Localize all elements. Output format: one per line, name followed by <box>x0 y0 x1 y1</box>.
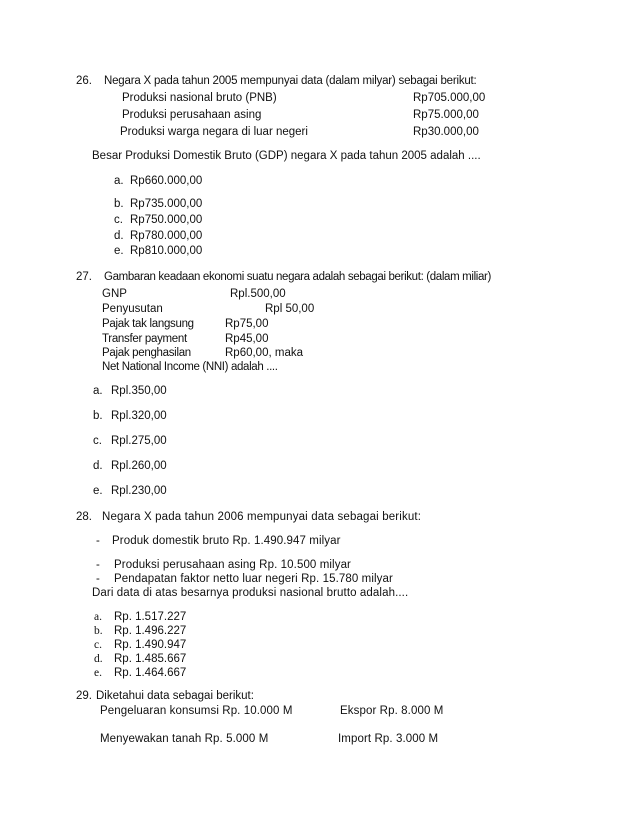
list-text: Pendapatan faktor netto luar negeri Rp. 15.780 milyar <box>114 573 393 585</box>
option-letter: b. <box>93 410 103 422</box>
option-text: Rp810.000,00 <box>130 245 203 257</box>
option-letter: c. <box>94 639 102 651</box>
data-row-right: Ekspor Rp. 8.000 M <box>340 705 444 717</box>
option-text: Rp. 1.464.667 <box>114 667 187 679</box>
data-label: Pajak tak langsung <box>102 318 194 330</box>
list-dash: - <box>96 559 100 571</box>
option-text: Rp. 1.490.947 <box>114 639 187 651</box>
option-letter: b. <box>114 198 124 210</box>
option-letter: e. <box>93 485 103 497</box>
data-value: Rp30.000,00 <box>413 126 479 138</box>
question-number: 27. <box>76 271 92 283</box>
data-value: Rp705.000,00 <box>413 92 486 104</box>
question-stem: Negara X pada tahun 2005 mempunyai data (dalam milyar) sebagai berikut: <box>104 75 477 87</box>
list-text: Produk domestik bruto Rp. 1.490.947 milyar <box>112 535 341 547</box>
option-text: Rpl.320,00 <box>111 410 167 422</box>
option-text: Rpl.230,00 <box>111 485 167 497</box>
data-row-left: Menyewakan tanah Rp. 5.000 M <box>100 733 269 745</box>
data-label: Produksi warga negara di luar negeri <box>120 126 308 138</box>
data-value: Rp75,00 <box>225 318 269 330</box>
option-letter: a. <box>94 611 102 623</box>
data-label: Produksi perusahaan asing <box>122 109 262 121</box>
data-value: Rpl 50,00 <box>265 303 315 315</box>
option-letter: a. <box>114 175 124 187</box>
option-text: Rpl.260,00 <box>111 460 167 472</box>
option-text: Rp. 1.485.667 <box>114 653 187 665</box>
data-row-left: Pengeluaran konsumsi Rp. 10.000 M <box>100 705 293 717</box>
option-letter: d. <box>93 460 103 472</box>
question-prompt: Dari data di atas besarnya produksi nasional brutto adalah.... <box>92 587 409 599</box>
option-text: Rp. 1.496.227 <box>114 625 187 637</box>
option-text: Rpl.350,00 <box>111 385 167 397</box>
question-number: 28. <box>76 511 92 523</box>
question-stem: Diketahui data sebagai berikut: <box>96 690 254 702</box>
data-label: Transfer payment <box>102 333 187 345</box>
question-prompt: Besar Produksi Domestik Bruto (GDP) negara X pada tahun 2005 adalah .... <box>92 150 481 162</box>
option-text: Rp750.000,00 <box>130 214 203 226</box>
data-label: GNP <box>102 288 127 300</box>
option-letter: d. <box>114 230 124 242</box>
option-text: Rp660.000,00 <box>130 175 203 187</box>
list-dash: - <box>96 573 100 585</box>
question-stem: Negara X pada tahun 2006 mempunyai data sebagai berikut: <box>102 511 422 523</box>
data-value: Rp45,00 <box>225 333 269 345</box>
data-label: Pajak penghasilan <box>102 347 191 359</box>
data-label: Penyusutan <box>102 303 163 315</box>
option-letter: e. <box>114 245 124 257</box>
list-text: Produksi perusahaan asing Rp. 10.500 milyar <box>114 559 351 571</box>
option-text: Rpl.275,00 <box>111 435 167 447</box>
list-dash: - <box>96 535 100 547</box>
question-prompt: Net National Income (NNI) adalah .... <box>102 361 278 373</box>
question-number: 29. <box>76 690 92 702</box>
option-letter: c. <box>114 214 123 226</box>
data-value: Rp60,00, maka <box>225 347 303 359</box>
data-value: Rp75.000,00 <box>413 109 479 121</box>
option-text: Rp. 1.517.227 <box>114 611 187 623</box>
option-text: Rp780.000,00 <box>130 230 203 242</box>
option-letter: c. <box>93 435 102 447</box>
option-text: Rp735.000,00 <box>130 198 203 210</box>
option-letter: b. <box>94 625 103 637</box>
question-number: 26. <box>76 75 92 87</box>
data-row-right: Import Rp. 3.000 M <box>338 733 439 745</box>
option-letter: d. <box>94 653 103 665</box>
option-letter: e. <box>94 667 102 679</box>
data-label: Produksi nasional bruto (PNB) <box>122 92 277 104</box>
data-value: Rpl.500,00 <box>230 288 286 300</box>
option-letter: a. <box>93 385 103 397</box>
question-stem: Gambaran keadaan ekonomi suatu negara adalah sebagai berikut: (dalam miliar) <box>104 271 492 283</box>
